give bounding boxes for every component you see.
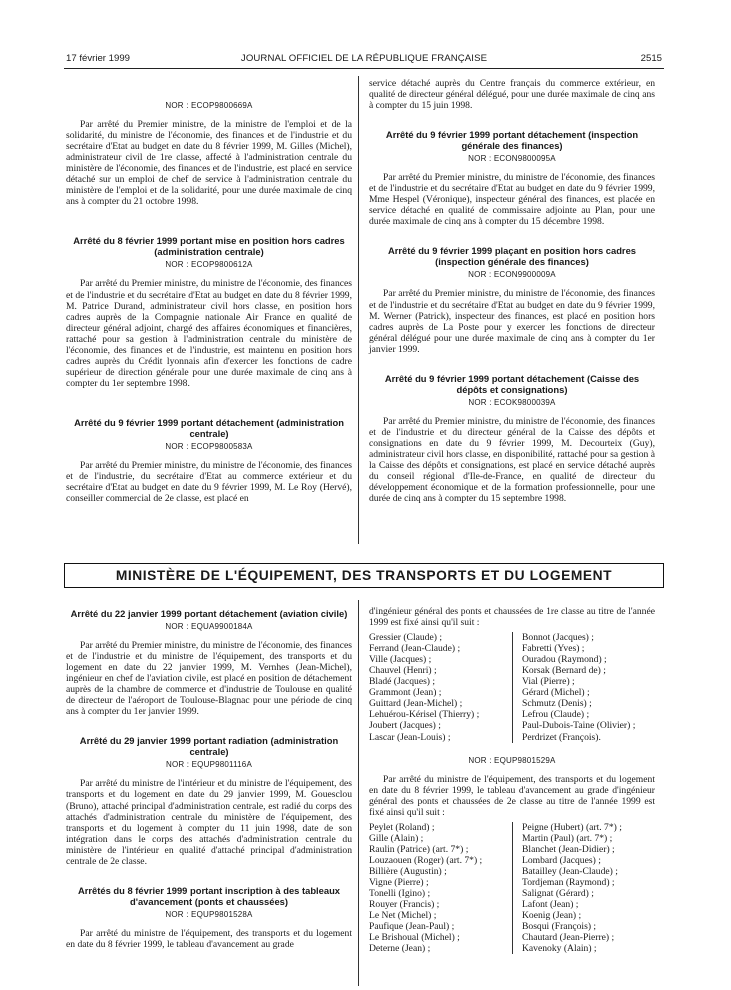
journal-title: JOURNAL OFFICIEL DE LA RÉPUBLIQUE FRANÇAISE bbox=[240, 53, 488, 64]
decree-paragraph: Par arrêté du Premier ministre, du ministre de l'économie, des finances et de l'industrie et du ministre de l'équipement, des transports et du logement en date du 22 janvier 1999, M. Vernhes (Jean-Michel), ingénieur en chef de l'aviation civile, est placé en position de détachement auprès de la chambre de commerce et d'industrie de Toulouse en qualité de directeur de l'aéroport de Toulouse-Blagnac pour une période de cinq ans à compter du 1er janvier 1999. bbox=[66, 640, 352, 718]
name-entry: Vial (Pierre) ; bbox=[522, 676, 575, 688]
name-entry: Korsak (Bernard de) ; bbox=[522, 665, 606, 677]
ministry-banner bbox=[64, 563, 664, 588]
decree-section bbox=[66, 235, 352, 389]
name-entry: Joubert (Jacques) ; bbox=[369, 720, 441, 732]
continuation-paragraph: d'ingénieur général des ponts et chaussées de 1re classe au titre de l'année 1999 est fixé ainsi qu'il suit : bbox=[369, 606, 655, 629]
name-entry: Chauvel (Henri) ; bbox=[369, 665, 437, 677]
decree-title: Arrêté du 9 février 1999 portant détachement (administration centrale) bbox=[74, 416, 344, 439]
nor-reference: NOR : ECOK9800039A bbox=[468, 397, 556, 407]
continuation-paragraph: service détaché auprès du Centre français du commerce extérieur, en qualité de directeur général délégué, pour une durée maximale de cinq ans à compter du 15 juin 1998. bbox=[369, 78, 655, 112]
name-entry: Gressier (Claude) ; bbox=[369, 632, 442, 644]
decree-title: Arrêté du 29 janvier 1999 portant radiation (administration centrale) bbox=[79, 735, 339, 758]
nor-reference: NOR : ECON9800095A bbox=[468, 154, 556, 164]
name-entry: Le Brishoual (Michel) ; bbox=[369, 932, 460, 944]
name-entry: Batailley (Jean-Claude) ; bbox=[522, 865, 618, 877]
bottom-left-column bbox=[66, 590, 352, 952]
name-entry: Lefrou (Claude) ; bbox=[522, 709, 590, 721]
nor-reference: NOR : EQUA9900184A bbox=[165, 622, 253, 631]
name-list-right bbox=[512, 632, 655, 742]
top-right-column bbox=[369, 78, 655, 506]
decree-title: Arrêté du 22 janvier 1999 portant détachement (aviation civile) bbox=[70, 608, 348, 619]
name-entry: Salignat (Gérard) ; bbox=[522, 888, 594, 900]
nor-reference: NOR : EQUP9801116A bbox=[165, 760, 252, 770]
nor-reference: NOR : EQUP9801529A bbox=[468, 755, 556, 765]
name-entry: Bonnot (Jacques) ; bbox=[522, 632, 594, 644]
name-entry: Rouyer (Francis) ; bbox=[369, 899, 440, 911]
name-entry: Grammont (Jean) ; bbox=[369, 687, 442, 699]
decree-title: Arrêté du 8 février 1999 portant mise en position hors cadres (administration centrale) bbox=[73, 235, 345, 258]
column-divider-top bbox=[358, 76, 359, 544]
name-entry: Chautard (Jean-Pierre) ; bbox=[522, 932, 615, 944]
decree-paragraph: Par arrêté du ministre de l'équipement, des transports et du logement en date du 8 février 1999, le tableau d'avancement au grade bbox=[66, 927, 352, 950]
name-list-right bbox=[512, 822, 655, 955]
decree-section bbox=[66, 885, 352, 950]
name-entry: Bosqui (François) ; bbox=[522, 921, 597, 933]
nor-reference: NOR : ECOP9800669A bbox=[165, 101, 253, 110]
top-left-column bbox=[66, 100, 352, 506]
name-entry: Peigne (Hubert) (art. 7*) ; bbox=[522, 821, 622, 833]
ministry-name: MINISTÈRE DE L'ÉQUIPEMENT, DES TRANSPORTS ET DU LOGEMENT bbox=[115, 568, 613, 583]
decree-title: Arrêtés du 8 février 1999 portant inscription à des tableaux d'avancement (ponts et chaussées) bbox=[77, 884, 341, 907]
name-entry: Tordjeman (Raymond) ; bbox=[522, 877, 615, 889]
decree-title: Arrêté du 9 février 1999 portant détachement (inspection générale des finances) bbox=[385, 129, 639, 152]
decree-paragraph: Par arrêté du Premier ministre, de la ministre de l'emploi et de la solidarité, du ministre de l'économie, des finances et de l'industrie et du secrétaire d'Etat au budget en date du 8 février 1999, M. Gilles (Michel), administrateur civil de 1re classe, affecté à l'administration centrale du ministère de l'économie, des finances et de l'industrie, est placé en service détaché sur un emploi de chef de service à l'administration centrale du ministère de l'emploi et de la solidarité, pour une durée maximale de cinq ans à compter du 21 octobre 1998. bbox=[66, 119, 352, 208]
decree-section bbox=[66, 608, 352, 717]
decree-section bbox=[369, 129, 655, 227]
name-entry: Gérard (Michel) ; bbox=[522, 687, 590, 699]
name-entry: Schmutz (Denis) ; bbox=[522, 698, 592, 710]
name-entry: Billière (Augustin) ; bbox=[369, 865, 447, 877]
name-entry: Guittard (Jean-Michel) ; bbox=[369, 698, 463, 710]
name-list-left bbox=[369, 632, 512, 742]
name-entry: Koenig (Jean) ; bbox=[522, 910, 582, 922]
name-entry: Paul-Dubois-Taine (Olivier) ; bbox=[522, 720, 636, 732]
decree-title: Arrêté du 9 février 1999 portant détachement (Caisse des dépôts et consignations) bbox=[384, 372, 640, 395]
name-entry: Le Net (Michel) ; bbox=[369, 910, 437, 922]
promotion-list-1 bbox=[369, 632, 655, 742]
decree-section bbox=[66, 100, 352, 207]
decree-paragraph: Par arrêté du Premier ministre, du ministre de l'économie, des finances et de l'industrie et du directeur général de la Caisse des dépôts et consignations en date du 9 février 1999, M. Decourteix (Guy), administrateur civil hors classe, en disponibilité, rattaché pour sa gestion à la Caisse des dépôts et consignations, est placé en service détaché auprès du conseil régional d'Ile-de-France, en qualité de directeur du développement économique et de la formation professionnelle, pour une durée de cinq ans à compter du 15 septembre 1998. bbox=[369, 415, 655, 505]
name-entry: Kavenoky (Alain) ; bbox=[522, 943, 597, 955]
decree-section bbox=[369, 245, 655, 354]
decree-section bbox=[66, 417, 352, 504]
decree-paragraph: Par arrêté du ministre de l'équipement, des transports et du logement en date du 8 février 1999, le tableau d'avancement au grade d'ingénieur général des ponts et chaussées de 2e classe au titre de l'année 1999 est fixé ainsi qu'il suit : bbox=[369, 773, 655, 818]
name-entry: Lehuérou-Kérisel (Thierry) ; bbox=[369, 709, 480, 721]
name-entry: Lombard (Jacques) ; bbox=[522, 854, 601, 866]
promotion-list-2 bbox=[369, 822, 655, 955]
name-entry: Paufique (Jean-Paul) ; bbox=[369, 921, 455, 933]
name-entry: Ouradou (Raymond) ; bbox=[522, 654, 607, 666]
name-entry: Tonelli (Igino) ; bbox=[369, 888, 431, 900]
nor-reference: NOR : EQUP9801528A bbox=[165, 909, 253, 919]
page-header bbox=[66, 53, 662, 69]
decree-title: Arrêté du 9 février 1999 plaçant en position hors cadres (inspection générale des finances) bbox=[387, 245, 636, 268]
name-entry: Louzaouen (Roger) (art. 7*) ; bbox=[369, 854, 483, 866]
decree-paragraph: Par arrêté du Premier ministre, du ministre de l'économie, des finances et de l'industrie et du secrétaire d'Etat au budget en date du 9 février 1999, M. Werner (Patrick), inspecteur des finances, est placé en position hors cadres auprès de La Poste pour y exercer les fonctions de directeur général délégué pour une durée maximale de cinq ans à compter du 1er janvier 1999. bbox=[369, 288, 655, 355]
name-entry: Ferrand (Jean-Claude) ; bbox=[369, 643, 461, 655]
issue-date: 17 février 1999 bbox=[66, 53, 130, 64]
name-entry: Martin (Paul) (art. 7*) ; bbox=[522, 832, 613, 844]
decree-paragraph: Par arrêté du Premier ministre, du ministre de l'économie, des finances et de l'industrie et du secrétaire d'Etat au budget en date du 8 février 1999, M. Patrice Durand, administrateur civil hors classe, en position hors cadres auprès de la Compagnie nationale Air France en qualité de directeur général adjoint, chargé des affaires économiques et financières, rattaché pour sa gestion à l'administration centrale du ministère de l'économie, des finances et de l'industrie, est maintenu en position hors cadres auprès du Crédit lyonnais afin d'exercer les fonctions de cadre supérieur de direction générale pour une durée maximale de cinq ans à compter du 1er septembre 1998. bbox=[66, 278, 352, 389]
name-entry: Ville (Jacques) ; bbox=[369, 654, 432, 666]
name-entry: Perdrizet (François). bbox=[522, 731, 601, 743]
name-entry: Lafont (Jean) ; bbox=[522, 899, 579, 911]
name-entry: Blanchet (Jean-Didier) ; bbox=[522, 843, 615, 855]
bottom-right-column bbox=[369, 606, 655, 960]
name-entry: Gille (Alain) ; bbox=[369, 832, 424, 844]
nor-reference: NOR : ECOP9800583A bbox=[165, 441, 253, 451]
name-entry: Fabretti (Yves) ; bbox=[522, 643, 585, 655]
name-list-left bbox=[369, 822, 512, 955]
name-entry: Raulin (Patrice) (art. 7*) ; bbox=[369, 843, 469, 855]
header-rule bbox=[64, 68, 664, 69]
decree-paragraph: Par arrêté du Premier ministre, du ministre de l'économie, des finances et de l'industrie et du secrétaire d'Etat au budget en date du 9 février 1999, Mme Hespel (Véronique), inspecteur général des finances, est placée en service détaché en qualité de commissaire adjointe au Plan, pour une durée maximale de cinq ans à compter du 15 décembre 1998. bbox=[369, 172, 655, 228]
name-entry: Peylet (Roland) ; bbox=[369, 821, 435, 833]
page-number: 2515 bbox=[640, 53, 662, 64]
name-entry: Bladé (Jacques) ; bbox=[369, 676, 436, 688]
name-entry: Vigne (Pierre) ; bbox=[369, 877, 429, 889]
column-divider-bottom bbox=[358, 600, 359, 986]
nor-reference: NOR : ECON9900009A bbox=[468, 270, 556, 280]
decree-section bbox=[369, 373, 655, 504]
nor-reference: NOR : ECOP9800612A bbox=[165, 260, 253, 270]
decree-paragraph: Par arrêté du ministre de l'intérieur et du ministre de l'équipement, des transports et du logement en date du 29 janvier 1999, M. Gouesclou (Bruno), attaché principal d'administration centrale, est radié du corps des attachés d'administration centrale du ministère de l'équipement, des transports et du logement à compter du 11 juin 1998, date de son intégration dans le corps des attachés d'administration centrale du ministère de l'intérieur en qualité d'attaché principal d'administration centrale de 2e classe. bbox=[66, 778, 352, 867]
name-entry: Lascar (Jean-Louis) ; bbox=[369, 731, 451, 743]
decree-paragraph: Par arrêté du Premier ministre, du ministre de l'économie, des finances et de l'industrie, du secrétaire d'Etat au commerce extérieur et du secrétaire d'Etat au budget en date du 9 février 1999, M. Le Roy (Hervé), conseiller commercial de 2e classe, est placé en bbox=[66, 459, 352, 505]
decree-section bbox=[66, 735, 352, 866]
name-entry: Deterne (Jean) ; bbox=[369, 943, 431, 955]
